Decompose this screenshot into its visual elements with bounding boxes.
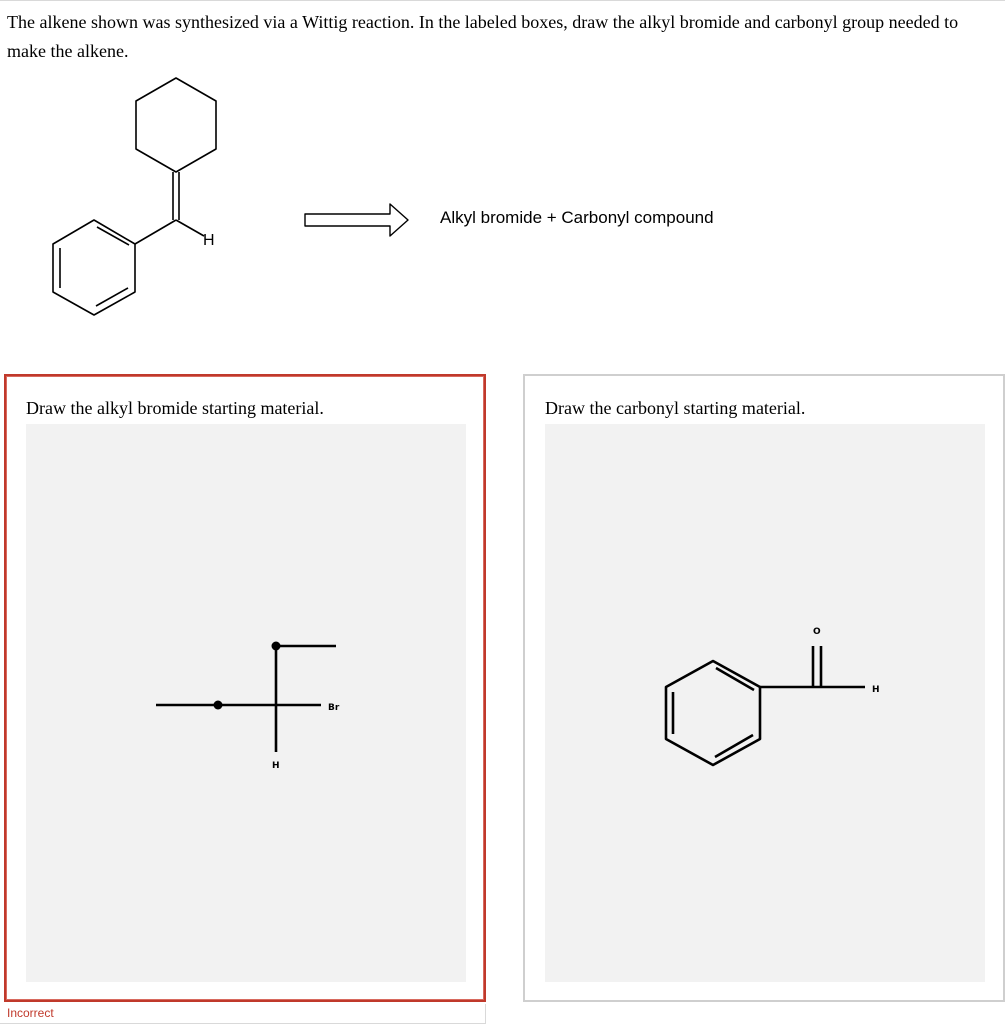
hydrogen-atom-label: H — [272, 761, 280, 771]
status-incorrect-label: Incorrect — [7, 1006, 54, 1020]
alkyl-bromide-panel — [4, 374, 486, 1002]
carbonyl-panel-title: Draw the carbonyl starting material. — [545, 398, 806, 418]
oxygen-atom-label: O — [813, 627, 821, 637]
retrosynthesis-arrow — [305, 204, 408, 236]
retro-products-text: Alkyl bromide + Carbonyl compound — [440, 208, 714, 227]
bond-to-phenyl — [135, 220, 176, 244]
benzene-ring — [53, 220, 135, 315]
alkyl-bromide-structure — [26, 424, 466, 982]
cyclohexane-ring — [136, 78, 216, 172]
benzaldehyde-structure — [545, 424, 985, 982]
atom-dot-left — [214, 701, 223, 710]
question-text: The alkene shown was synthesized via a Wittig reaction. In the labeled boxes, draw the alkyl bromide and carbonyl group needed to make the alkene. — [7, 12, 959, 61]
answer-status-bar — [0, 1004, 486, 1024]
carbonyl-drawing-canvas[interactable] — [545, 424, 985, 982]
benzene-double-1 — [97, 227, 129, 245]
bromine-atom-label: Br — [328, 703, 340, 713]
benzene-ring — [666, 661, 760, 765]
alkyl-bromide-panel-title: Draw the alkyl bromide starting material. — [26, 398, 324, 418]
benzene-double-1 — [716, 668, 754, 690]
aldehyde-hydrogen-label: H — [872, 685, 880, 695]
carbonyl-panel — [523, 374, 1005, 1002]
top-divider — [0, 0, 1005, 1]
benzene-double-2 — [96, 288, 128, 306]
reaction-scheme — [0, 70, 1005, 360]
alkyl-bromide-drawing-canvas[interactable] — [26, 424, 466, 982]
alkene-h-label: H — [203, 232, 215, 249]
atom-dot-top — [272, 642, 281, 651]
bond-to-h — [176, 220, 204, 236]
